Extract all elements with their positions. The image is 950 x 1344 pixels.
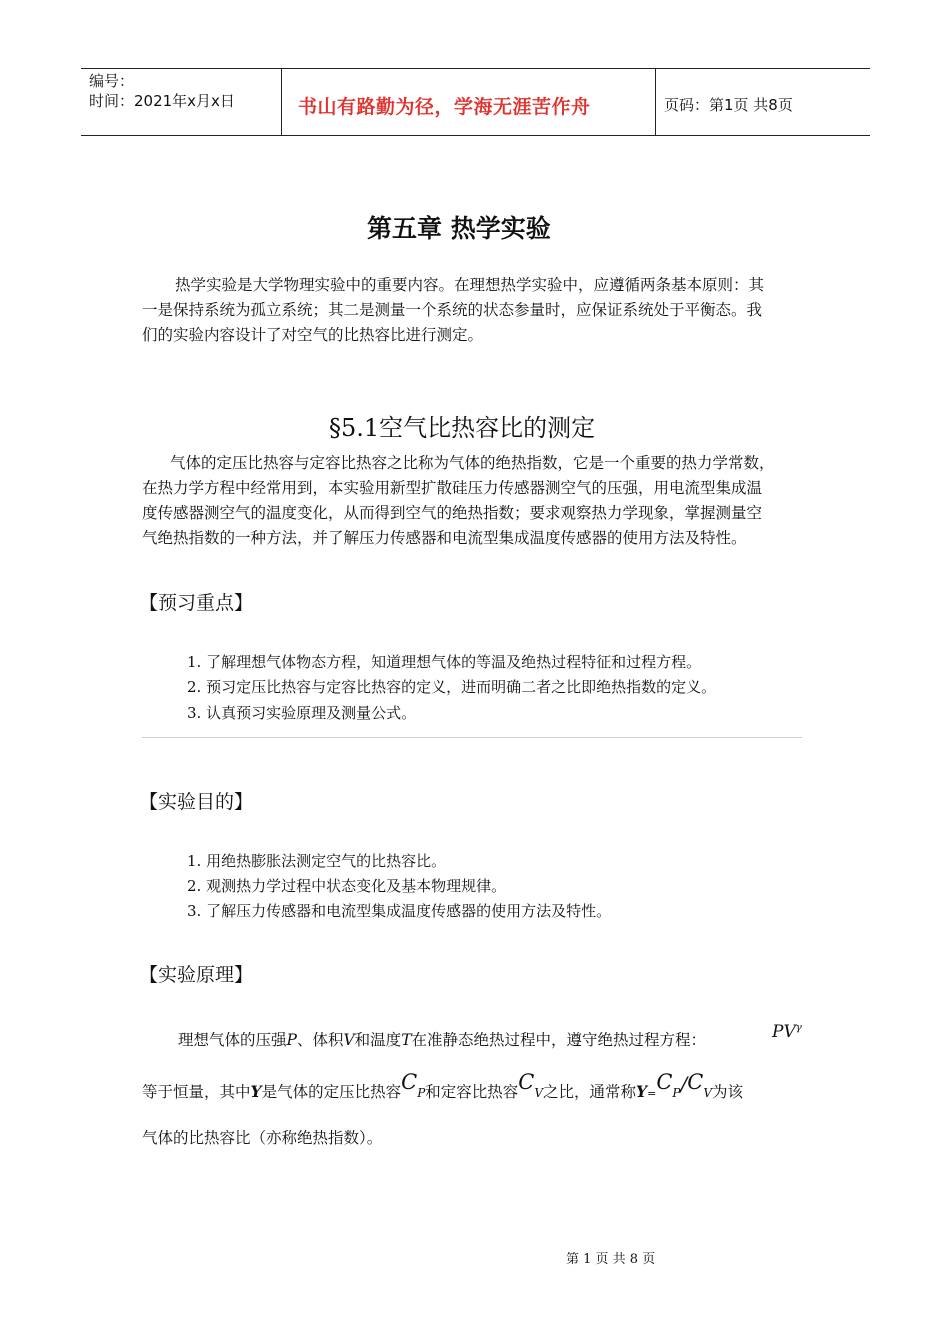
principle-text-1a: 理想气体的压强 (178, 1031, 287, 1049)
principle-line-2 (142, 1070, 744, 1109)
ratio-cp-sub: P (672, 1086, 681, 1100)
principle-line-1 (178, 1028, 706, 1050)
principle-text-1d: 在准静态绝热过程中，遵守绝热过程方程： (411, 1031, 707, 1049)
intro-line-2: 一是保持系统为孤立系统；其二是测量一个系统的状态参量时，应保证系统处于平衡态。我 (142, 301, 763, 319)
principle-heading: 【实验原理】 (139, 964, 254, 986)
intro-paragraph (142, 273, 812, 348)
principle-line-3: 气体的比热容比（亦称绝热指数）。 (142, 1129, 383, 1147)
temperature-symbol: T (401, 1031, 412, 1049)
preview-item-3: 3. 认真预习实验原理及测量公式。 (187, 704, 417, 722)
purpose-item-1: 1. 用绝热膨胀法测定空气的比热容比。 (187, 852, 447, 870)
section-intro-line-1: 气体的定压比热容与定容比热容之比称为气体的绝热指数，它是一个重要的热力学常数， (170, 454, 775, 472)
volume-symbol: V (343, 1031, 355, 1049)
chapter-title: 第五章 热学实验 (367, 214, 551, 243)
principle-text-2d: 之比，通常称 (543, 1083, 637, 1101)
principle-text-2e: 为该 (712, 1083, 744, 1101)
page-footer: 第 1 页 共 8 页 (566, 1252, 656, 1267)
cp-symbol-sub: P (417, 1086, 426, 1100)
preview-item-2: 2. 预习定压比热容与定容比热容的定义，进而明确二者之比即绝热指数的定义。 (187, 678, 717, 696)
cp-symbol-c: C (401, 1070, 418, 1094)
section-intro-line-2: 在热力学方程中经常用到，本实验用新型扩散硅压力传感器测空气的压强，用电流型集成温 (142, 479, 763, 497)
principle-text-1c: 和温度 (354, 1031, 402, 1049)
header-page-label: 页码：第1页 共8页 (664, 96, 793, 114)
pressure-symbol: P (286, 1031, 297, 1049)
equals-symbol: = (647, 1087, 657, 1100)
header-time-label: 时间：2021年x月x日 (89, 92, 235, 110)
header-number-label: 编号： (89, 72, 135, 90)
purpose-heading: 【实验目的】 (139, 791, 254, 813)
preview-heading: 【预习重点】 (139, 592, 254, 614)
principle-text-1b: 、体积 (296, 1031, 344, 1049)
section-title: §5.1空气比热容比的测定 (329, 414, 596, 442)
ratio-cp-c: C (656, 1070, 673, 1094)
header-bottom-border (81, 135, 870, 136)
section-intro-line-4: 气绝热指数的一种方法，并了解压力传感器和电流型集成温度传感器的使用方法及特性。 (142, 529, 747, 547)
ratio-slash: / (680, 1072, 688, 1096)
adiabatic-equation-pv: PV (772, 1022, 796, 1042)
header-top-border (81, 68, 870, 69)
section-divider (142, 737, 802, 738)
gamma-symbol-2: Y (636, 1082, 648, 1101)
ratio-cv-sub: V (703, 1086, 712, 1100)
section-intro-line-3: 度传感器测空气的温度变化，从而得到空气的绝热指数；要求观察热力学现象，掌握测量空 (142, 504, 763, 522)
principle-text-2a: 等于恒量，其中 (142, 1083, 251, 1101)
purpose-item-3: 3. 了解压力传感器和电流型集成温度传感器的使用方法及特性。 (187, 902, 612, 920)
principle-text-2c: 和定容比热容 (425, 1083, 519, 1101)
section-intro-paragraph (142, 451, 822, 551)
intro-line-3: 们的实验内容设计了对空气的比热容比进行测定。 (142, 326, 484, 344)
purpose-item-2: 2. 观测热力学过程中状态变化及基本物理规律。 (187, 877, 507, 895)
adiabatic-equation (772, 1022, 802, 1042)
cv-symbol-sub: V (534, 1086, 544, 1100)
header-motto: 书山有路勤为径，学海无涯苦作舟 (298, 96, 591, 118)
preview-item-1: 1. 了解理想气体物态方程，知道理想气体的等温及绝热过程特征和过程方程。 (187, 653, 702, 671)
gamma-symbol: Y (250, 1082, 262, 1101)
ratio-cv-c: C (687, 1070, 704, 1094)
cv-symbol-c: C (518, 1070, 535, 1094)
intro-line-1: 热学实验是大学物理实验中的重要内容。在理想热学实验中，应遵循两条基本原则：其 (175, 276, 765, 294)
adiabatic-equation-gamma: γ (795, 1022, 802, 1034)
header-divider-left (281, 68, 282, 135)
principle-text-2b: 是气体的定压比热容 (261, 1083, 402, 1101)
header-divider-right (655, 68, 656, 135)
